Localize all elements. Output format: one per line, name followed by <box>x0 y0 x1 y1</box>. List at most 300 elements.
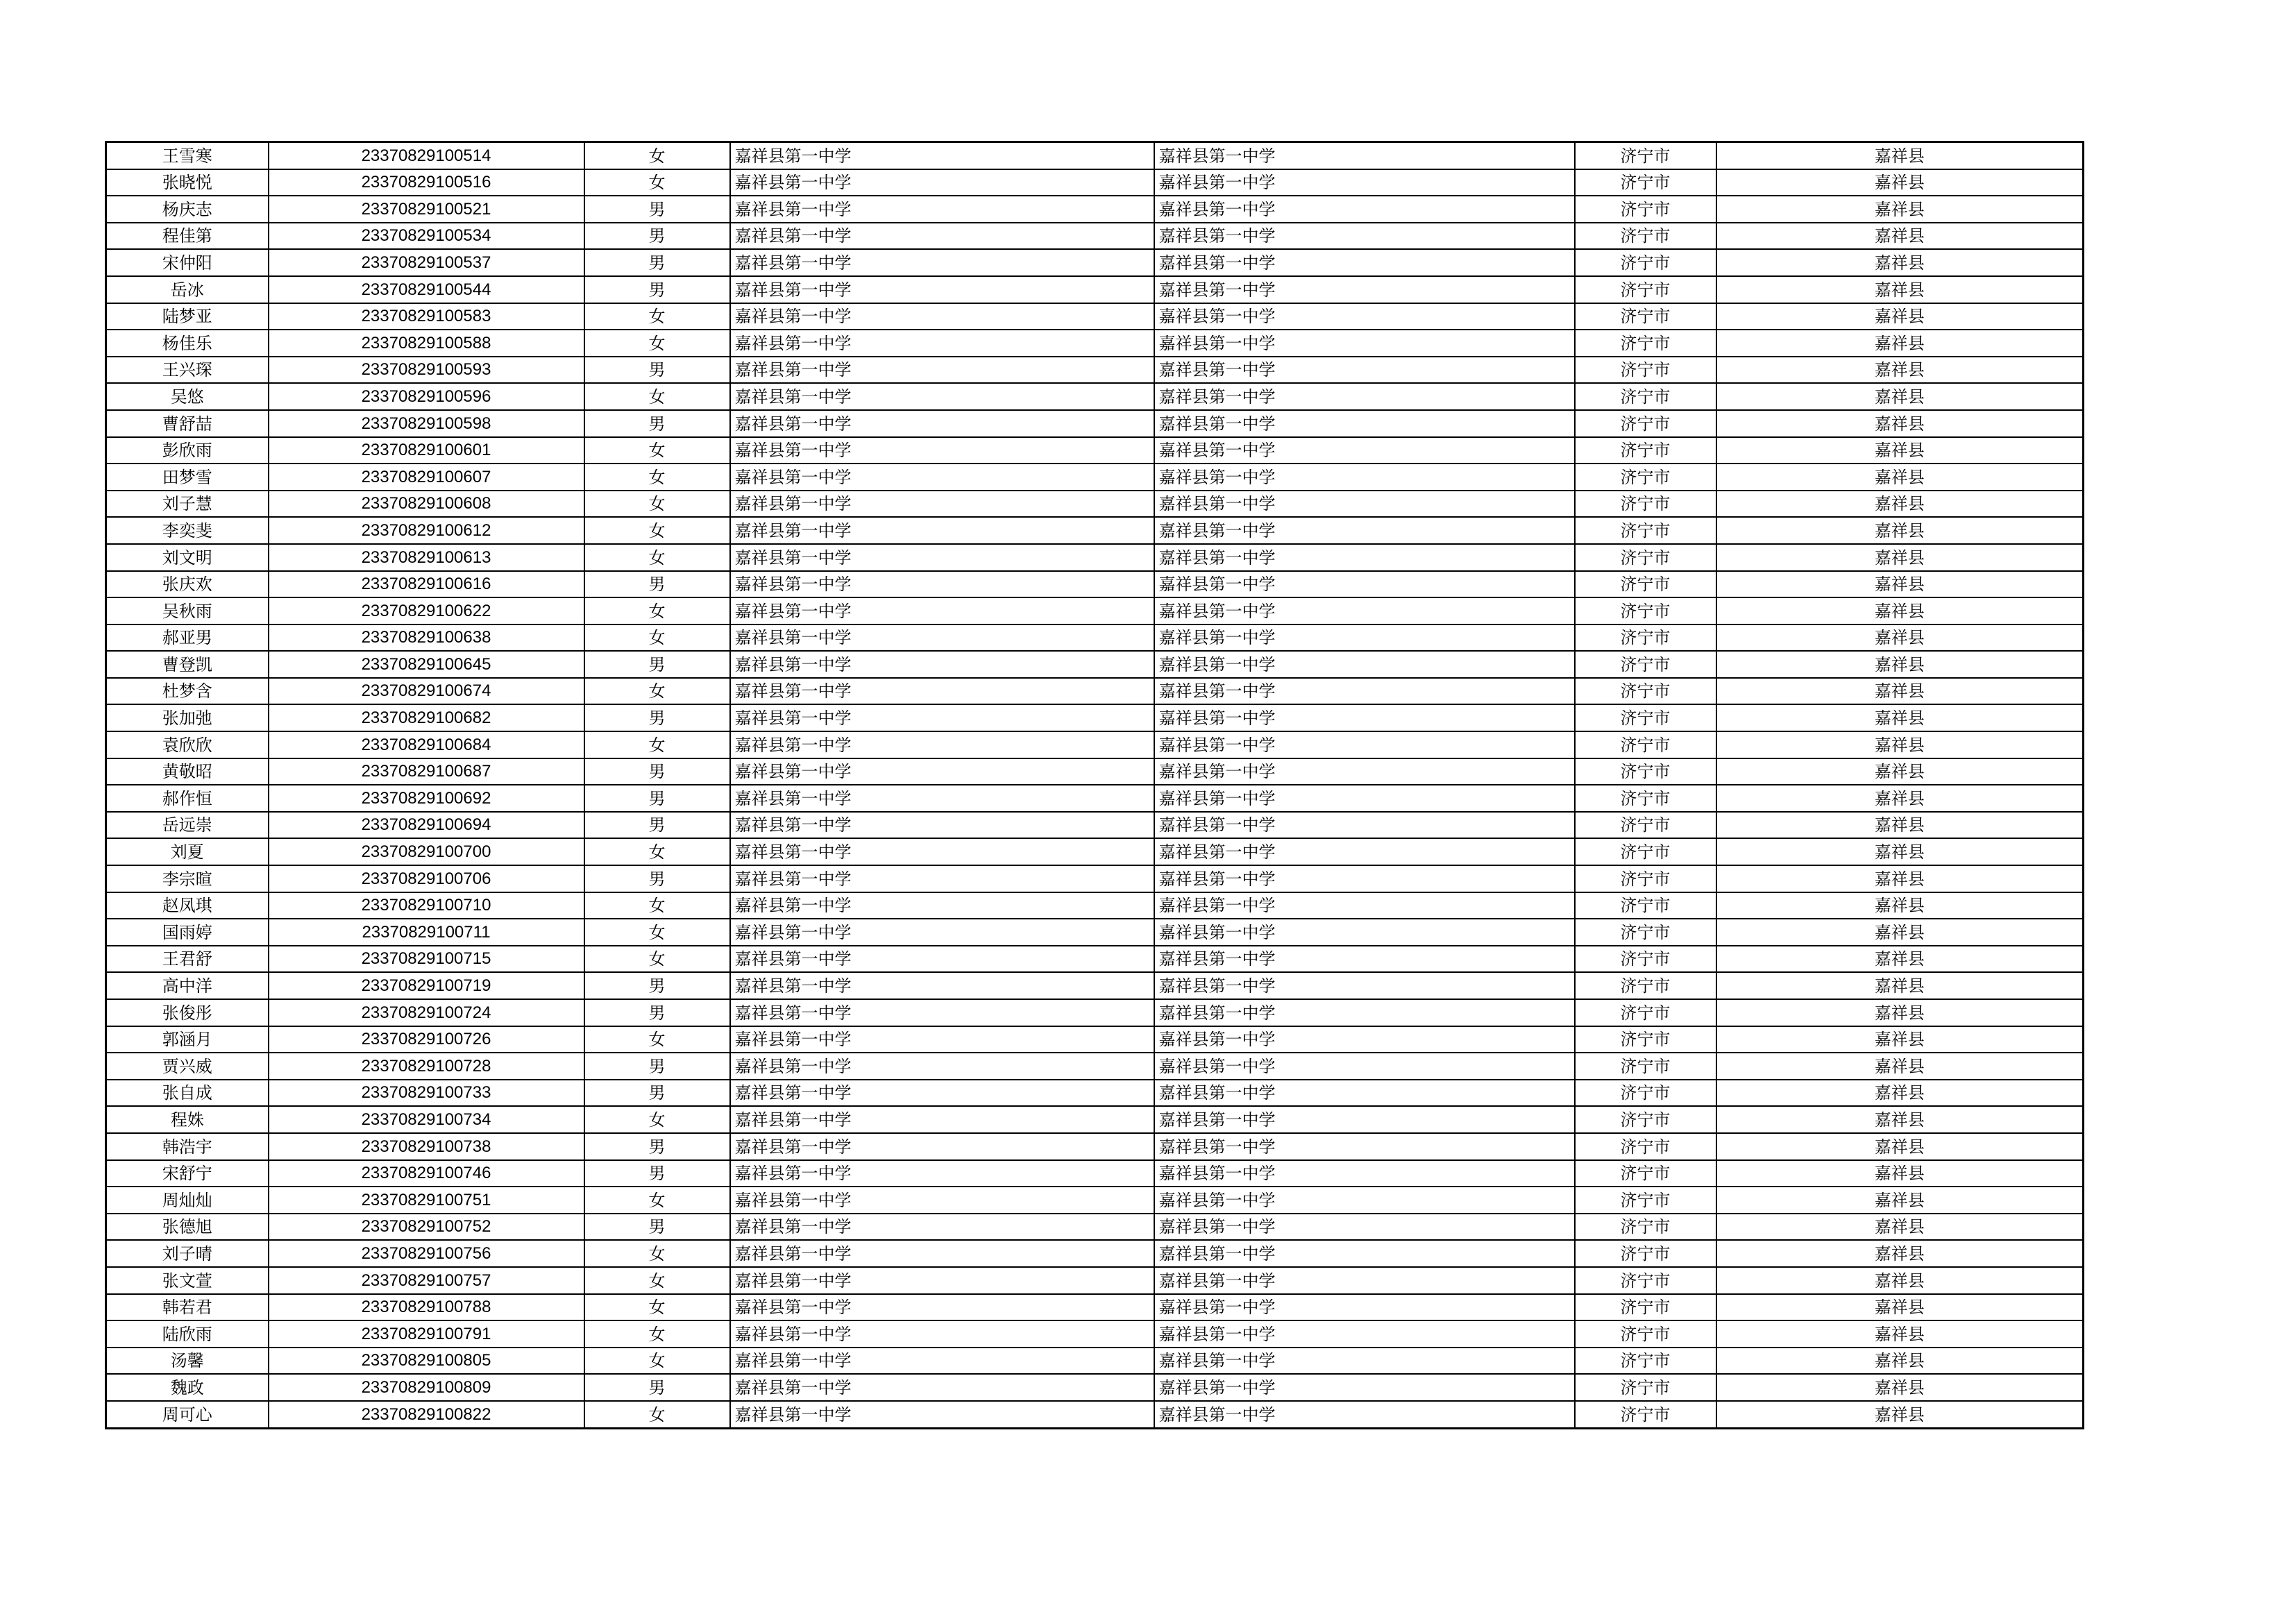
unit-cell: 嘉祥县第一中学 <box>1154 223 1575 250</box>
exam-number-cell: 23370829100608 <box>269 491 584 518</box>
unit-cell: 嘉祥县第一中学 <box>1154 1053 1575 1080</box>
student-name-cell: 陆欣雨 <box>106 1320 269 1348</box>
unit-cell: 嘉祥县第一中学 <box>1154 410 1575 437</box>
table-row <box>106 624 2084 652</box>
gender-cell: 女 <box>584 1026 730 1053</box>
student-name-cell: 王兴琛 <box>106 357 269 384</box>
county-cell: 嘉祥县 <box>1716 865 2084 892</box>
exam-number-cell: 23370829100752 <box>269 1214 584 1241</box>
table-row <box>106 330 2084 357</box>
county-cell: 嘉祥县 <box>1716 303 2084 330</box>
exam-number-cell: 23370829100612 <box>269 517 584 544</box>
county-cell: 嘉祥县 <box>1716 169 2084 196</box>
school-cell: 嘉祥县第一中学 <box>730 651 1154 678</box>
county-cell: 嘉祥县 <box>1716 785 2084 812</box>
school-cell: 嘉祥县第一中学 <box>730 1160 1154 1187</box>
exam-number-cell: 23370829100598 <box>269 410 584 437</box>
gender-cell: 女 <box>584 1267 730 1294</box>
table-row <box>106 196 2084 223</box>
student-name-cell: 赵凤琪 <box>106 892 269 919</box>
student-name-cell: 高中洋 <box>106 972 269 999</box>
unit-cell: 嘉祥县第一中学 <box>1154 597 1575 624</box>
exam-number-cell: 23370829100613 <box>269 544 584 571</box>
county-cell: 嘉祥县 <box>1716 464 2084 491</box>
unit-cell: 嘉祥县第一中学 <box>1154 1133 1575 1160</box>
student-name-cell: 吴悠 <box>106 383 269 410</box>
gender-cell: 男 <box>584 1214 730 1241</box>
city-cell: 济宁市 <box>1575 330 1716 357</box>
table-row <box>106 1106 2084 1133</box>
city-cell: 济宁市 <box>1575 357 1716 384</box>
county-cell: 嘉祥县 <box>1716 651 2084 678</box>
gender-cell: 男 <box>584 276 730 303</box>
gender-cell: 女 <box>584 597 730 624</box>
student-name-cell: 吴秋雨 <box>106 597 269 624</box>
table-row <box>106 464 2084 491</box>
exam-number-cell: 23370829100682 <box>269 704 584 731</box>
gender-cell: 男 <box>584 785 730 812</box>
unit-cell: 嘉祥县第一中学 <box>1154 731 1575 758</box>
county-cell: 嘉祥县 <box>1716 517 2084 544</box>
gender-cell: 女 <box>584 169 730 196</box>
gender-cell: 男 <box>584 865 730 892</box>
gender-cell: 女 <box>584 303 730 330</box>
school-cell: 嘉祥县第一中学 <box>730 383 1154 410</box>
unit-cell: 嘉祥县第一中学 <box>1154 491 1575 518</box>
gender-cell: 男 <box>584 1374 730 1401</box>
school-cell: 嘉祥县第一中学 <box>730 410 1154 437</box>
exam-number-cell: 23370829100822 <box>269 1401 584 1428</box>
school-cell: 嘉祥县第一中学 <box>730 544 1154 571</box>
gender-cell: 男 <box>584 812 730 839</box>
gender-cell: 男 <box>584 758 730 785</box>
county-cell: 嘉祥县 <box>1716 544 2084 571</box>
exam-number-cell: 23370829100728 <box>269 1053 584 1080</box>
city-cell: 济宁市 <box>1575 731 1716 758</box>
exam-number-cell: 23370829100719 <box>269 972 584 999</box>
county-cell: 嘉祥县 <box>1716 357 2084 384</box>
city-cell: 济宁市 <box>1575 704 1716 731</box>
exam-number-cell: 23370829100805 <box>269 1348 584 1375</box>
county-cell: 嘉祥县 <box>1716 1080 2084 1107</box>
unit-cell: 嘉祥县第一中学 <box>1154 919 1575 946</box>
county-cell: 嘉祥县 <box>1716 1320 2084 1348</box>
county-cell: 嘉祥县 <box>1716 892 2084 919</box>
school-cell: 嘉祥县第一中学 <box>730 597 1154 624</box>
city-cell: 济宁市 <box>1575 196 1716 223</box>
student-name-cell: 袁欣欣 <box>106 731 269 758</box>
student-name-cell: 周可心 <box>106 1401 269 1428</box>
exam-number-cell: 23370829100724 <box>269 999 584 1026</box>
table-row <box>106 651 2084 678</box>
city-cell: 济宁市 <box>1575 169 1716 196</box>
table-row <box>106 276 2084 303</box>
school-cell: 嘉祥县第一中学 <box>730 517 1154 544</box>
table-row <box>106 1026 2084 1053</box>
unit-cell: 嘉祥县第一中学 <box>1154 357 1575 384</box>
city-cell: 济宁市 <box>1575 812 1716 839</box>
unit-cell: 嘉祥县第一中学 <box>1154 303 1575 330</box>
table-row <box>106 838 2084 865</box>
school-cell: 嘉祥县第一中学 <box>730 1026 1154 1053</box>
city-cell: 济宁市 <box>1575 785 1716 812</box>
student-name-cell: 岳冰 <box>106 276 269 303</box>
school-cell: 嘉祥县第一中学 <box>730 704 1154 731</box>
gender-cell: 男 <box>584 1133 730 1160</box>
county-cell: 嘉祥县 <box>1716 1026 2084 1053</box>
student-name-cell: 刘子慧 <box>106 491 269 518</box>
city-cell: 济宁市 <box>1575 597 1716 624</box>
table-row <box>106 812 2084 839</box>
student-name-cell: 张文萱 <box>106 1267 269 1294</box>
table-row <box>106 758 2084 785</box>
city-cell: 济宁市 <box>1575 544 1716 571</box>
school-cell: 嘉祥县第一中学 <box>730 1080 1154 1107</box>
gender-cell: 女 <box>584 437 730 464</box>
exam-number-cell: 23370829100534 <box>269 223 584 250</box>
student-name-cell: 张晓悦 <box>106 169 269 196</box>
unit-cell: 嘉祥县第一中学 <box>1154 196 1575 223</box>
student-name-cell: 周灿灿 <box>106 1187 269 1214</box>
student-name-cell: 曹舒喆 <box>106 410 269 437</box>
unit-cell: 嘉祥县第一中学 <box>1154 785 1575 812</box>
county-cell: 嘉祥县 <box>1716 1240 2084 1267</box>
gender-cell: 女 <box>584 1240 730 1267</box>
unit-cell: 嘉祥县第一中学 <box>1154 383 1575 410</box>
county-cell: 嘉祥县 <box>1716 383 2084 410</box>
table-row <box>106 491 2084 518</box>
student-name-cell: 杨庆志 <box>106 196 269 223</box>
unit-cell: 嘉祥县第一中学 <box>1154 1240 1575 1267</box>
unit-cell: 嘉祥县第一中学 <box>1154 1106 1575 1133</box>
table-row <box>106 919 2084 946</box>
gender-cell: 男 <box>584 972 730 999</box>
student-name-cell: 宋舒宁 <box>106 1160 269 1187</box>
city-cell: 济宁市 <box>1575 1053 1716 1080</box>
gender-cell: 男 <box>584 357 730 384</box>
city-cell: 济宁市 <box>1575 1080 1716 1107</box>
exam-number-cell: 23370829100687 <box>269 758 584 785</box>
table-row <box>106 1133 2084 1160</box>
gender-cell: 男 <box>584 704 730 731</box>
school-cell: 嘉祥县第一中学 <box>730 357 1154 384</box>
city-cell: 济宁市 <box>1575 892 1716 919</box>
county-cell: 嘉祥县 <box>1716 1187 2084 1214</box>
school-cell: 嘉祥县第一中学 <box>730 999 1154 1026</box>
school-cell: 嘉祥县第一中学 <box>730 624 1154 652</box>
school-cell: 嘉祥县第一中学 <box>730 196 1154 223</box>
school-cell: 嘉祥县第一中学 <box>730 1294 1154 1321</box>
gender-cell: 女 <box>584 491 730 518</box>
city-cell: 济宁市 <box>1575 517 1716 544</box>
exam-number-cell: 23370829100809 <box>269 1374 584 1401</box>
gender-cell: 女 <box>584 731 730 758</box>
gender-cell: 男 <box>584 410 730 437</box>
unit-cell: 嘉祥县第一中学 <box>1154 999 1575 1026</box>
gender-cell: 女 <box>584 517 730 544</box>
unit-cell: 嘉祥县第一中学 <box>1154 651 1575 678</box>
unit-cell: 嘉祥县第一中学 <box>1154 517 1575 544</box>
table-row <box>106 1294 2084 1321</box>
table-row <box>106 865 2084 892</box>
school-cell: 嘉祥县第一中学 <box>730 946 1154 973</box>
county-cell: 嘉祥县 <box>1716 249 2084 276</box>
unit-cell: 嘉祥县第一中学 <box>1154 437 1575 464</box>
county-cell: 嘉祥县 <box>1716 142 2084 169</box>
gender-cell: 女 <box>584 678 730 705</box>
gender-cell: 男 <box>584 249 730 276</box>
county-cell: 嘉祥县 <box>1716 678 2084 705</box>
gender-cell: 女 <box>584 624 730 652</box>
gender-cell: 女 <box>584 946 730 973</box>
unit-cell: 嘉祥县第一中学 <box>1154 1187 1575 1214</box>
school-cell: 嘉祥县第一中学 <box>730 1133 1154 1160</box>
exam-number-cell: 23370829100694 <box>269 812 584 839</box>
student-name-cell: 郝作恒 <box>106 785 269 812</box>
city-cell: 济宁市 <box>1575 437 1716 464</box>
exam-number-cell: 23370829100706 <box>269 865 584 892</box>
student-name-cell: 张庆欢 <box>106 571 269 598</box>
school-cell: 嘉祥县第一中学 <box>730 1267 1154 1294</box>
exam-number-cell: 23370829100757 <box>269 1267 584 1294</box>
unit-cell: 嘉祥县第一中学 <box>1154 865 1575 892</box>
unit-cell: 嘉祥县第一中学 <box>1154 169 1575 196</box>
city-cell: 济宁市 <box>1575 303 1716 330</box>
gender-cell: 男 <box>584 1053 730 1080</box>
student-name-cell: 刘夏 <box>106 838 269 865</box>
student-name-cell: 杨佳乐 <box>106 330 269 357</box>
school-cell: 嘉祥县第一中学 <box>730 571 1154 598</box>
county-cell: 嘉祥县 <box>1716 731 2084 758</box>
table-row <box>106 142 2084 169</box>
table-row <box>106 892 2084 919</box>
city-cell: 济宁市 <box>1575 223 1716 250</box>
table-row <box>106 383 2084 410</box>
student-name-cell: 郭涵月 <box>106 1026 269 1053</box>
county-cell: 嘉祥县 <box>1716 812 2084 839</box>
county-cell: 嘉祥县 <box>1716 1294 2084 1321</box>
exam-number-cell: 23370829100521 <box>269 196 584 223</box>
gender-cell: 女 <box>584 919 730 946</box>
table-row <box>106 517 2084 544</box>
student-name-cell: 杜梦含 <box>106 678 269 705</box>
table-row <box>106 704 2084 731</box>
school-cell: 嘉祥县第一中学 <box>730 972 1154 999</box>
table-row <box>106 1348 2084 1375</box>
city-cell: 济宁市 <box>1575 383 1716 410</box>
unit-cell: 嘉祥县第一中学 <box>1154 1374 1575 1401</box>
student-name-cell: 宋仲阳 <box>106 249 269 276</box>
gender-cell: 男 <box>584 223 730 250</box>
gender-cell: 男 <box>584 1160 730 1187</box>
gender-cell: 女 <box>584 1187 730 1214</box>
table-row <box>106 1187 2084 1214</box>
city-cell: 济宁市 <box>1575 1026 1716 1053</box>
school-cell: 嘉祥县第一中学 <box>730 464 1154 491</box>
county-cell: 嘉祥县 <box>1716 1160 2084 1187</box>
school-cell: 嘉祥县第一中学 <box>730 919 1154 946</box>
exam-number-cell: 23370829100537 <box>269 249 584 276</box>
table-row <box>106 999 2084 1026</box>
exam-number-cell: 23370829100601 <box>269 437 584 464</box>
student-name-cell: 王君舒 <box>106 946 269 973</box>
city-cell: 济宁市 <box>1575 1401 1716 1428</box>
county-cell: 嘉祥县 <box>1716 330 2084 357</box>
student-name-cell: 张加弛 <box>106 704 269 731</box>
unit-cell: 嘉祥县第一中学 <box>1154 946 1575 973</box>
exam-number-cell: 23370829100715 <box>269 946 584 973</box>
school-cell: 嘉祥县第一中学 <box>730 437 1154 464</box>
county-cell: 嘉祥县 <box>1716 919 2084 946</box>
city-cell: 济宁市 <box>1575 999 1716 1026</box>
city-cell: 济宁市 <box>1575 865 1716 892</box>
table-row <box>106 303 2084 330</box>
county-cell: 嘉祥县 <box>1716 1133 2084 1160</box>
city-cell: 济宁市 <box>1575 1267 1716 1294</box>
exam-number-cell: 23370829100607 <box>269 464 584 491</box>
unit-cell: 嘉祥县第一中学 <box>1154 1080 1575 1107</box>
exam-number-cell: 23370829100726 <box>269 1026 584 1053</box>
exam-number-cell: 23370829100596 <box>269 383 584 410</box>
table-row <box>106 544 2084 571</box>
table-row <box>106 169 2084 196</box>
table-row <box>106 1240 2084 1267</box>
county-cell: 嘉祥县 <box>1716 838 2084 865</box>
exam-number-cell: 23370829100711 <box>269 919 584 946</box>
unit-cell: 嘉祥县第一中学 <box>1154 1267 1575 1294</box>
unit-cell: 嘉祥县第一中学 <box>1154 1026 1575 1053</box>
table-row <box>106 597 2084 624</box>
exam-number-cell: 23370829100738 <box>269 1133 584 1160</box>
county-cell: 嘉祥县 <box>1716 999 2084 1026</box>
school-cell: 嘉祥县第一中学 <box>730 865 1154 892</box>
gender-cell: 女 <box>584 544 730 571</box>
exam-number-cell: 23370829100583 <box>269 303 584 330</box>
county-cell: 嘉祥县 <box>1716 571 2084 598</box>
gender-cell: 女 <box>584 1401 730 1428</box>
unit-cell: 嘉祥县第一中学 <box>1154 249 1575 276</box>
gender-cell: 男 <box>584 196 730 223</box>
student-name-cell: 贾兴威 <box>106 1053 269 1080</box>
city-cell: 济宁市 <box>1575 249 1716 276</box>
county-cell: 嘉祥县 <box>1716 1053 2084 1080</box>
table-row <box>106 357 2084 384</box>
county-cell: 嘉祥县 <box>1716 276 2084 303</box>
unit-cell: 嘉祥县第一中学 <box>1154 1320 1575 1348</box>
city-cell: 济宁市 <box>1575 678 1716 705</box>
county-cell: 嘉祥县 <box>1716 223 2084 250</box>
student-name-cell: 汤馨 <box>106 1348 269 1375</box>
city-cell: 济宁市 <box>1575 1294 1716 1321</box>
table-row <box>106 1053 2084 1080</box>
table-row <box>106 785 2084 812</box>
exam-number-cell: 23370829100544 <box>269 276 584 303</box>
city-cell: 济宁市 <box>1575 1214 1716 1241</box>
county-cell: 嘉祥县 <box>1716 1214 2084 1241</box>
unit-cell: 嘉祥县第一中学 <box>1154 838 1575 865</box>
county-cell: 嘉祥县 <box>1716 946 2084 973</box>
exam-number-cell: 23370829100514 <box>269 142 584 169</box>
city-cell: 济宁市 <box>1575 1348 1716 1375</box>
city-cell: 济宁市 <box>1575 1187 1716 1214</box>
city-cell: 济宁市 <box>1575 1374 1716 1401</box>
table-row <box>106 437 2084 464</box>
county-cell: 嘉祥县 <box>1716 758 2084 785</box>
school-cell: 嘉祥县第一中学 <box>730 812 1154 839</box>
exam-number-cell: 23370829100645 <box>269 651 584 678</box>
city-cell: 济宁市 <box>1575 838 1716 865</box>
city-cell: 济宁市 <box>1575 1106 1716 1133</box>
city-cell: 济宁市 <box>1575 651 1716 678</box>
county-cell: 嘉祥县 <box>1716 1401 2084 1428</box>
unit-cell: 嘉祥县第一中学 <box>1154 330 1575 357</box>
table-row <box>106 1080 2084 1107</box>
student-list-table <box>105 141 2084 1429</box>
city-cell: 济宁市 <box>1575 410 1716 437</box>
table-row <box>106 1160 2084 1187</box>
exam-number-cell: 23370829100751 <box>269 1187 584 1214</box>
school-cell: 嘉祥县第一中学 <box>730 1401 1154 1428</box>
city-cell: 济宁市 <box>1575 142 1716 169</box>
school-cell: 嘉祥县第一中学 <box>730 731 1154 758</box>
student-name-cell: 李宗暄 <box>106 865 269 892</box>
unit-cell: 嘉祥县第一中学 <box>1154 678 1575 705</box>
unit-cell: 嘉祥县第一中学 <box>1154 704 1575 731</box>
city-cell: 济宁市 <box>1575 464 1716 491</box>
county-cell: 嘉祥县 <box>1716 1106 2084 1133</box>
unit-cell: 嘉祥县第一中学 <box>1154 972 1575 999</box>
unit-cell: 嘉祥县第一中学 <box>1154 1214 1575 1241</box>
student-name-cell: 郝亚男 <box>106 624 269 652</box>
gender-cell: 男 <box>584 571 730 598</box>
exam-number-cell: 23370829100684 <box>269 731 584 758</box>
city-cell: 济宁市 <box>1575 1133 1716 1160</box>
student-name-cell: 张俊彤 <box>106 999 269 1026</box>
student-name-cell: 国雨婷 <box>106 919 269 946</box>
student-name-cell: 李奕斐 <box>106 517 269 544</box>
gender-cell: 女 <box>584 1106 730 1133</box>
exam-number-cell: 23370829100734 <box>269 1106 584 1133</box>
student-name-cell: 曹登凯 <box>106 651 269 678</box>
city-cell: 济宁市 <box>1575 972 1716 999</box>
county-cell: 嘉祥县 <box>1716 1374 2084 1401</box>
unit-cell: 嘉祥县第一中学 <box>1154 1160 1575 1187</box>
school-cell: 嘉祥县第一中学 <box>730 1374 1154 1401</box>
unit-cell: 嘉祥县第一中学 <box>1154 571 1575 598</box>
city-cell: 济宁市 <box>1575 758 1716 785</box>
city-cell: 济宁市 <box>1575 276 1716 303</box>
school-cell: 嘉祥县第一中学 <box>730 678 1154 705</box>
unit-cell: 嘉祥县第一中学 <box>1154 624 1575 652</box>
unit-cell: 嘉祥县第一中学 <box>1154 1348 1575 1375</box>
county-cell: 嘉祥县 <box>1716 704 2084 731</box>
school-cell: 嘉祥县第一中学 <box>730 169 1154 196</box>
school-cell: 嘉祥县第一中学 <box>730 1320 1154 1348</box>
school-cell: 嘉祥县第一中学 <box>730 1053 1154 1080</box>
table-row <box>106 571 2084 598</box>
gender-cell: 女 <box>584 1320 730 1348</box>
gender-cell: 女 <box>584 892 730 919</box>
school-cell: 嘉祥县第一中学 <box>730 1240 1154 1267</box>
unit-cell: 嘉祥县第一中学 <box>1154 1294 1575 1321</box>
exam-number-cell: 23370829100791 <box>269 1320 584 1348</box>
county-cell: 嘉祥县 <box>1716 410 2084 437</box>
student-name-cell: 岳远崇 <box>106 812 269 839</box>
city-cell: 济宁市 <box>1575 1160 1716 1187</box>
student-name-cell: 韩浩宇 <box>106 1133 269 1160</box>
table-row <box>106 678 2084 705</box>
gender-cell: 女 <box>584 1294 730 1321</box>
